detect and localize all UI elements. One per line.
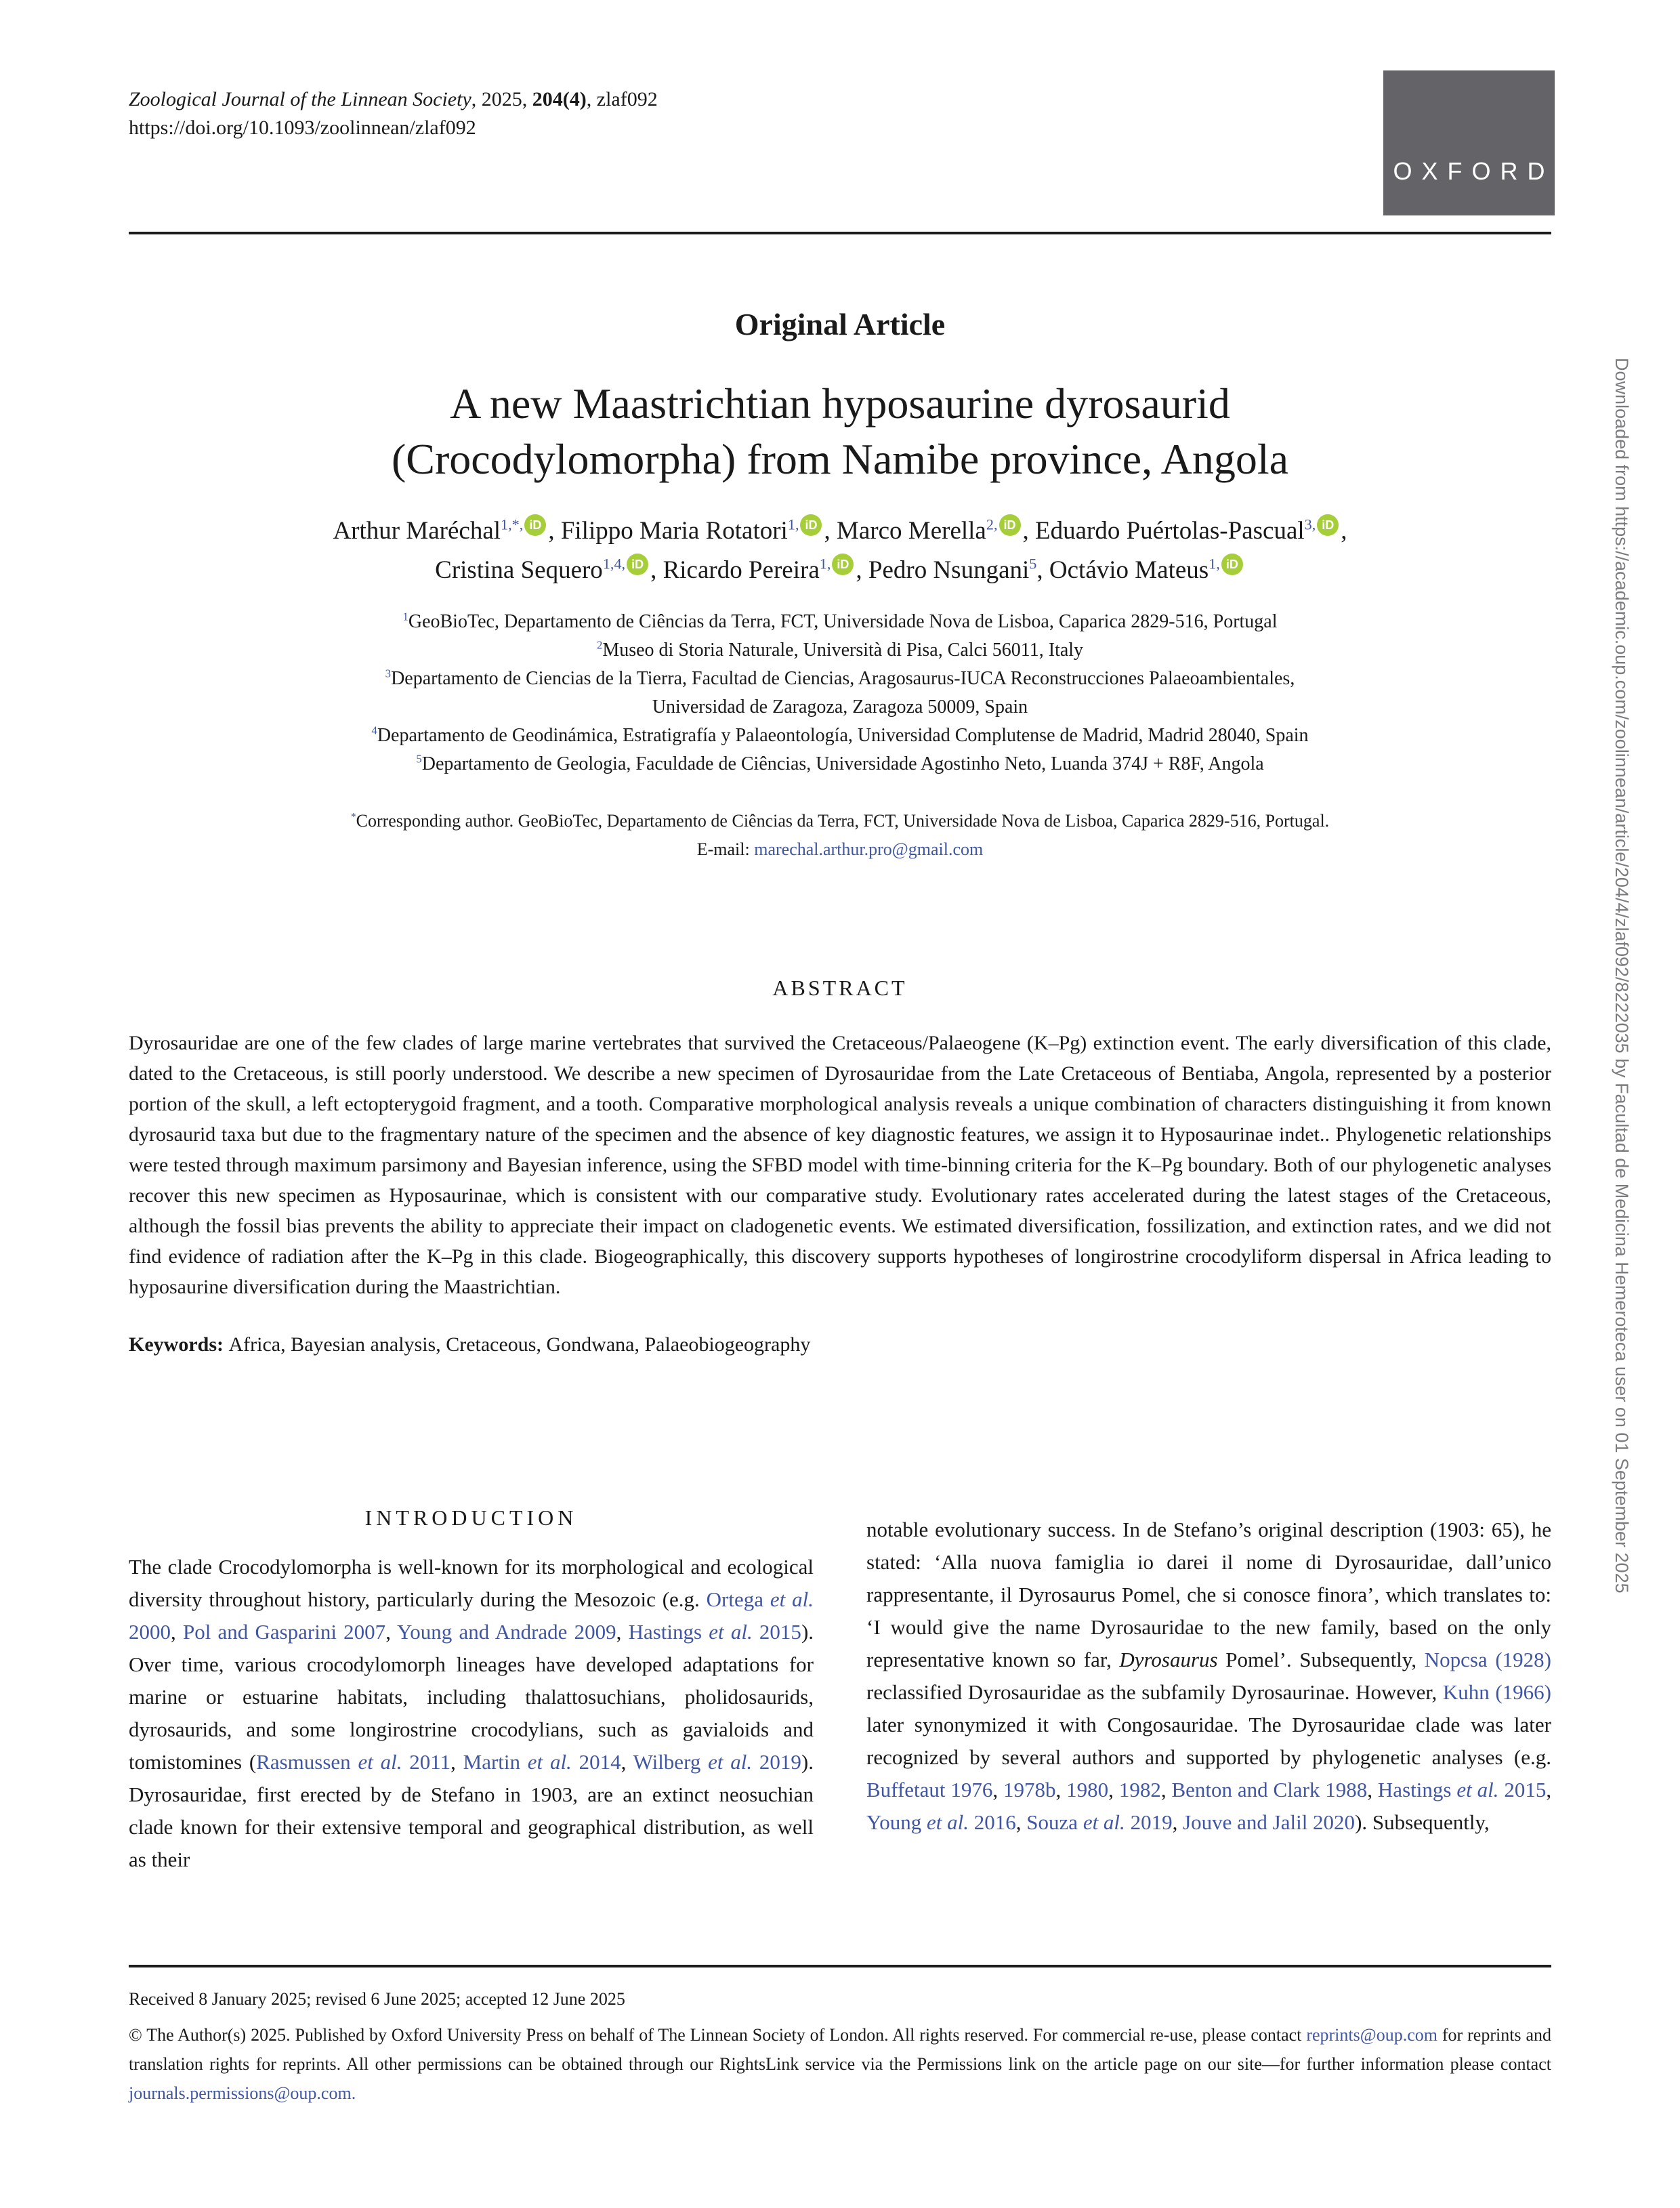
keywords-line: [129, 1333, 1551, 1356]
introduction-section: [129, 1505, 1551, 1876]
doi-link[interactable]: https://doi.org/10.1093/zoolinnean/zlaf092: [129, 117, 476, 139]
orcid-icon[interactable]: iD: [999, 514, 1021, 536]
affiliation-ref: 5: [1029, 555, 1037, 572]
citation-link[interactable]: Buffetaut 1976: [866, 1778, 993, 1801]
orcid-icon[interactable]: iD: [1317, 514, 1339, 536]
affiliation-ref: 1,: [819, 555, 831, 572]
citation-link[interactable]: 2014: [571, 1750, 621, 1774]
corresponding-author-note: *Corresponding author. GeoBioTec, Departamento de Ciências da Terra, FCT, Universidade Nova de Lisboa, Caparica 2829-516, Portugal. E-mail: marechal.arthur.pro@gmail.com: [350, 811, 1330, 859]
affiliation-1: $^1$GeoBioTec, Departamento de Ciências da Terra, FCT, Universidade Nova de Lisboa, Caparica 2829-516, Portugal: [402, 610, 1278, 632]
keywords-text: Africa, Bayesian analysis, Cretaceous, Gondwana, Palaeobiogeography: [228, 1333, 811, 1356]
citation-link[interactable]: et al.: [1456, 1778, 1499, 1801]
citation-link[interactable]: Rasmussen: [256, 1750, 358, 1774]
email-link[interactable]: reprints@oup.com: [1306, 2025, 1437, 2045]
citation-link[interactable]: 1978b: [1003, 1778, 1056, 1801]
citation-link[interactable]: 2000: [129, 1620, 171, 1644]
orcid-icon[interactable]: iD: [800, 514, 822, 536]
affiliation-ref: 5: [416, 752, 422, 766]
affiliation-5: $^5$Departamento de Geologia, Faculdade de Ciências, Universidade Agostinho Neto, Luanda 374J + R8F, Angola: [416, 752, 1264, 774]
citation-link[interactable]: Hastings: [1377, 1778, 1457, 1801]
abstract-text: Dyrosauridae are one of the few clades of large marine vertebrates that survived the Cretaceous/Palaeogene (K–Pg) extinction event. The early diversification of this clade, dated to the Cretaceous, is still poorly understood. We describe a new specimen of Dyrosauridae from the Late Cretaceous of Bentiaba, Angola, represented by a posterior portion of the skull, a left ectopterygoid fragment, and a tooth. Comparative morphological analysis reveals a unique combination of characters distinguishing it from known dyrosaurid taxa but due to the fragmentary nature of the specimen and the absence of key diagnostic features, we assign it to Hyposaurinae indet.. Phylogenetic relationships were tested through maximum parsimony and Bayesian inference, using the SFBD model with time-binning criteria for the K–Pg boundary. Both of our phylogenetic analyses recover this new specimen as Hyposaurinae, which is consistent with our comparative study. Evolutionary rates accelerated during the latest stages of the Cretaceous, although the fossil bias prevents the ability to appreciate their impact on cladogenetic events. We estimated diversification, fossilization, and extinction rates, and we did not find evidence of radiation after the K–Pg in this clade. Biogeographically, this discovery supports hypotheses of longirostrine crocodyliform dispersal in Africa leading to hyposaurine diversification during the Maastrichtian.: [129, 1032, 1551, 1298]
orcid-icon[interactable]: iD: [524, 514, 546, 536]
citation-link[interactable]: Souza: [1026, 1810, 1083, 1834]
right-column: [866, 1505, 1551, 1876]
affiliation-ref: 1,*,: [501, 516, 524, 533]
orcid-icon[interactable]: iD: [832, 554, 854, 575]
citation-link[interactable]: Nopcsa (1928): [1424, 1648, 1551, 1671]
orcid-icon[interactable]: iD: [627, 554, 648, 575]
article-title-line1: A new Maastrichtian hyposaurine dyrosaurid: [450, 379, 1230, 428]
citation-link[interactable]: Hastings: [628, 1620, 709, 1644]
affiliation-list: [129, 608, 1551, 778]
citation-link[interactable]: 2015: [1498, 1778, 1547, 1801]
citation-link[interactable]: 2016: [969, 1810, 1016, 1834]
oxford-logo: [1383, 70, 1555, 215]
affiliation-ref: 2: [596, 638, 603, 652]
citation-link[interactable]: Young and Andrade 2009: [396, 1620, 616, 1644]
abstract-heading: ABSTRACT: [772, 976, 908, 1000]
citation-link[interactable]: 2011: [402, 1750, 451, 1774]
citation-link[interactable]: Wilberg: [633, 1750, 709, 1774]
citation-link[interactable]: 2015: [752, 1620, 801, 1644]
introduction-left-text: The clade Crocodylomorpha is well-known for its morphological and ecological diversity throughout history, particularly during the Mesozoic (e.g. Ortega et al. 2000, Pol and Gasparini 2007, Young and Andrade 2009, Hastings et al. 2015). Over time, various crocodylomorph lineages have developed adaptations for marine or estuarine habitats, including thalattosuchians, pholidosaurids, dyrosaurids, and some longirostrine crocodylians, such as gavialoids and tomistomines (Rasmussen et al. 2011, Martin et al. 2014, Wilberg et al. 2019). Dyrosauridae, first erected by de Stefano in 1903, are an extinct neosuchian clade known for their extensive temporal and geographical distribution, as well as their: [129, 1555, 814, 1871]
journal-header: [129, 85, 658, 142]
citation-link[interactable]: Pol and Gasparini 2007: [182, 1620, 386, 1644]
affiliation-ref: 1: [402, 610, 408, 623]
citation-link[interactable]: 2019: [752, 1750, 801, 1774]
article-title-line2: (Crocodylomorpha) from Namibe province, Angola: [391, 435, 1289, 483]
citation-link[interactable]: Benton and Clark 1988: [1171, 1778, 1368, 1801]
introduction-heading: INTRODUCTION: [364, 1505, 578, 1530]
keywords-label: Keywords:: [129, 1333, 229, 1356]
affiliation-4: $^4$Departamento de Geodinámica, Estratigrafía y Palaeontología, Universidad Complutense de Madrid, Madrid 28040, Spain: [371, 724, 1309, 746]
citation-link[interactable]: et al.: [527, 1750, 572, 1774]
citation-link[interactable]: et al.: [927, 1810, 969, 1834]
affiliation-ref: 2,: [986, 516, 998, 533]
footer-divider: [129, 1965, 1551, 1967]
citation-link[interactable]: Ortega: [706, 1587, 770, 1611]
affiliation-ref: *: [350, 811, 356, 823]
introduction-right-text: notable evolutionary success. In de Stefano’s original description (1903: 65), he stated: ‘Alla nuova famiglia io darei il nome di Dyrosauridae, dall’unico rappresentante, il Dyrosaurus Pomel, che si conosce finora’, which translates to: ‘I would give the name Dyrosauridae to the new family, based on the only representative known so far, Dyrosaurus Pomel’. Subsequently, Nopcsa (1928) reclassified Dyrosauridae as the subfamily Dyrosaurinae. However, Kuhn (1966) later synonymized it with Congosauridae. The Dyrosauridae clade was later recognized by several authors and supported by phylogenetic analyses (e.g. Buffetaut 1976, 1978b, 1980, 1982, Benton and Clark 1988, Hastings et al. 2015, Young et al. 2016, Souza et al. 2019, Jouve and Jalil 2020). Subsequently,: [866, 1518, 1552, 1834]
citation-link[interactable]: et al.: [1083, 1810, 1125, 1834]
email-link[interactable]: journals.permissions@oup.com.: [129, 2083, 356, 2103]
orcid-icon[interactable]: iD: [1221, 554, 1243, 575]
affiliation-ref: 4: [371, 724, 377, 737]
affiliation-ref: 1,: [1209, 555, 1220, 572]
citation-link[interactable]: et al.: [708, 1750, 753, 1774]
affiliation-ref: 1,: [787, 516, 799, 533]
citation-link[interactable]: Kuhn (1966): [1442, 1680, 1551, 1704]
download-watermark: Downloaded from https://academic.oup.com/zoolinnean/article/204/4/zlaf092/8222035 by Facultad de Medicina Hemeroteca user on 01 September 2025: [1612, 358, 1632, 1593]
affiliation-ref: 3: [385, 667, 392, 680]
affiliation-3: $^3$Departamento de Ciencias de la Tierra, Facultad de Ciencias, Aragosaurus-IUCA Reconstrucciones Palaeoambientales, Universidad de Zaragoza, Zaragoza 50009, Spain: [385, 667, 1295, 717]
citation-link[interactable]: Jouve and Jalil 2020: [1183, 1810, 1356, 1834]
received-dates: Received 8 January 2025; revised 6 June 2025; accepted 12 June 2025: [129, 1989, 625, 2009]
article-title: [129, 376, 1551, 487]
journal-citation: Zoological Journal of the Linnean Society, 2025, 204(4), zlaf092: [129, 88, 658, 110]
citation-link[interactable]: 1980: [1066, 1778, 1109, 1801]
citation-link[interactable]: 2019: [1125, 1810, 1173, 1834]
author-list: Arthur Maréchal$^{1,*,}$ iD , Filippo Maria Rotatori$^{1,}$ iD , Marco Merella$^{2,}$ iD , Eduardo Puértolas-Pascual$^{3,}$ iD , Cristina Sequero$^{1,4,}$ iD , Ricardo Pereira$^{1,}$ iD , Pedro Nsungani$^5$, Octávio Mateus$^{1,}$ iD: [129, 512, 1551, 590]
oxford-logo-text: OXFORD: [1393, 157, 1555, 185]
front-matter: [129, 306, 1551, 864]
footer: [129, 1989, 1551, 2108]
article-type-heading: Original Article: [734, 307, 946, 341]
citation-link[interactable]: Young: [866, 1810, 927, 1834]
affiliation-ref: 1,4,: [602, 555, 626, 572]
citation-link[interactable]: et al.: [770, 1587, 814, 1611]
abstract-section: [129, 976, 1551, 1356]
affiliation-ref: 3,: [1304, 516, 1316, 533]
citation-link[interactable]: et al.: [358, 1750, 402, 1774]
citation-link[interactable]: et al.: [709, 1620, 753, 1644]
left-column: [129, 1505, 814, 1876]
copyright-notice: © The Author(s) 2025. Published by Oxford University Press on behalf of The Linnean Society of London. All rights reserved. For commercial re-use, please contact reprints@oup.com for reprints and translation rights for reprints. All other permissions can be obtained through our RightsLink service via the Permissions link on the article page on our site—for further information please contact journals.permissions@oup.com.: [129, 2025, 1551, 2103]
affiliation-2: $^2$Museo di Storia Naturale, Università di Pisa, Calci 56011, Italy: [596, 638, 1084, 661]
citation-link[interactable]: 1982: [1118, 1778, 1161, 1801]
citation-link[interactable]: Martin: [463, 1750, 528, 1774]
header-divider: [129, 232, 1551, 234]
email-link[interactable]: marechal.arthur.pro@gmail.com: [754, 839, 984, 859]
